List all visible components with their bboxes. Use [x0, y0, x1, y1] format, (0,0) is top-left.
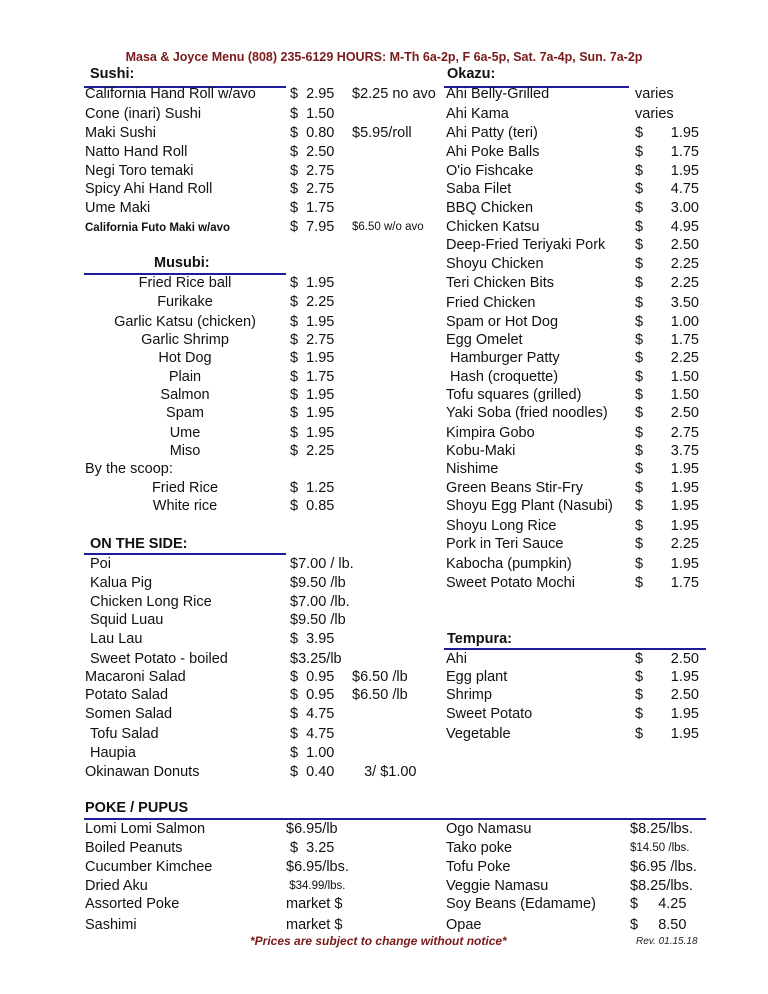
menu-item-price: 2.75 — [670, 425, 699, 441]
menu-item-currency: $ — [635, 314, 644, 330]
menu-item-name: Okinawan Donuts — [85, 764, 200, 780]
menu-item-price: 2.50 — [670, 651, 699, 667]
menu-item-name: Natto Hand Roll — [85, 144, 188, 160]
menu-item-price: $ 1.25 — [290, 480, 335, 496]
menu-item-name: Ahi Poke Balls — [446, 144, 540, 160]
menu-item-name: Fried Rice — [151, 480, 219, 496]
menu-item-price: 4.95 — [670, 219, 699, 235]
menu-item-currency: $ — [635, 480, 644, 496]
poke-item-name: Opae — [446, 917, 482, 933]
menu-item-currency: $ — [635, 237, 644, 253]
menu-item-price: $9.50 /lb — [290, 612, 346, 628]
menu-item-currency: $ — [635, 669, 644, 685]
menu-item-currency: $ — [635, 687, 644, 703]
menu-item-name: Poi — [90, 556, 111, 572]
poke-item-price: $14.50 /lbs. — [630, 842, 690, 854]
menu-item-price: 2.50 — [670, 687, 699, 703]
menu-item-name: Green Beans Stir-Fry — [446, 480, 583, 496]
menu-item-name: Kabocha (pumpkin) — [446, 556, 572, 572]
menu-item-name: Negi Toro temaki — [85, 163, 194, 179]
menu-item-currency: $ — [635, 200, 644, 216]
menu-item-name: Deep-Fried Teriyaki Pork — [446, 237, 606, 253]
menu-item-currency: $ — [635, 651, 644, 667]
menu-item-name: Spicy Ahi Hand Roll — [85, 181, 213, 197]
menu-item-name: Yaki Soba (fried noodles) — [446, 405, 608, 421]
menu-item-price: $ 0.95 — [290, 669, 335, 685]
menu-item-name: Kobu-Maki — [446, 443, 516, 459]
menu-item-price: 2.25 — [670, 536, 699, 552]
menu-item-price: $ 2.75 — [290, 332, 335, 348]
menu-item-currency: $ — [635, 332, 644, 348]
poke-item-price: $6.95 /lbs. — [630, 859, 697, 875]
menu-item-name: Potato Salad — [85, 687, 169, 703]
poke-item-name: Sashimi — [85, 917, 137, 933]
menu-item-name: Spam or Hot Dog — [446, 314, 559, 330]
menu-item-name: Sweet Potato - boiled — [90, 651, 228, 667]
menu-item-price: $ 1.95 — [290, 387, 335, 403]
okazu-heading: Okazu: — [447, 66, 496, 82]
menu-item-name: Hash (croquette) — [446, 369, 559, 385]
menu-item-name: Ume — [169, 425, 201, 441]
menu-item-price: 1.75 — [670, 144, 699, 160]
menu-item-note: $2.25 no avo — [352, 86, 436, 102]
menu-item-price: 2.50 — [670, 405, 699, 421]
menu-item-name: Ahi — [446, 651, 467, 667]
menu-item-price: $9.50 /lb — [290, 575, 346, 591]
menu-item-price: $ 0.95 — [290, 687, 335, 703]
menu-item-price: $7.00 /lb. — [290, 594, 350, 610]
menu-item-price: 4.75 — [670, 181, 699, 197]
menu-item-name: California Futo Maki w/avo — [85, 222, 231, 234]
poke-item-name: Ogo Namasu — [446, 821, 532, 837]
menu-item-name: Shoyu Chicken — [446, 256, 544, 272]
menu-item-name: Sweet Potato Mochi — [446, 575, 575, 591]
poke-item-name: Dried Aku — [85, 878, 148, 894]
menu-item-name: O'io Fishcake — [446, 163, 534, 179]
menu-item-price: 3.00 — [670, 200, 699, 216]
menu-item-currency: varies — [635, 86, 674, 102]
menu-item-price: 1.50 — [670, 387, 699, 403]
menu-item-name: Saba Filet — [446, 181, 512, 197]
menu-item-price: $ 2.25 — [290, 294, 335, 310]
menu-item-name: Salmon — [160, 387, 210, 403]
poke-item-name: Cucumber Kimchee — [85, 859, 213, 875]
menu-item-note: $5.95/roll — [352, 125, 412, 141]
menu-item-name: Shoyu Long Rice — [446, 518, 557, 534]
menu-item-price: $ 1.95 — [290, 275, 335, 291]
tempura-rule — [444, 648, 706, 650]
menu-item-price: 1.00 — [670, 314, 699, 330]
side-rule — [84, 553, 286, 555]
menu-item-currency: $ — [635, 575, 644, 591]
menu-item-price: 1.95 — [670, 556, 699, 572]
menu-item-name: Macaroni Salad — [85, 669, 186, 685]
menu-item-name: Tofu squares (grilled) — [446, 387, 582, 403]
menu-item-currency: $ — [635, 556, 644, 572]
poke-item-name: Assorted Poke — [85, 896, 180, 912]
menu-item-name: Maki Sushi — [85, 125, 156, 141]
menu-item-name: California Hand Roll w/avo — [85, 86, 256, 102]
menu-item-price: $ 2.95 — [290, 86, 335, 102]
poke-item-price: market $ — [286, 896, 343, 912]
menu-item-name: Cone (inari) Sushi — [85, 106, 202, 122]
menu-item-price: 3.50 — [670, 295, 699, 311]
menu-item-currency: $ — [635, 405, 644, 421]
menu-item-currency: $ — [635, 369, 644, 385]
menu-item-currency: $ — [635, 295, 644, 311]
menu-item-price: $ 1.95 — [290, 314, 335, 330]
menu-item-name: Vegetable — [446, 726, 511, 742]
menu-item-price: $ 0.85 — [290, 498, 335, 514]
menu-item-name: Egg plant — [446, 669, 508, 685]
menu-item-currency: $ — [635, 536, 644, 552]
poke-item-price: $ 4.25 — [630, 896, 687, 912]
poke-item-name: Tako poke — [446, 840, 513, 856]
menu-item-currency: varies — [635, 106, 674, 122]
poke-item-name: Veggie Namasu — [446, 878, 549, 894]
poke-item-price: $ 3.25 — [286, 840, 335, 856]
menu-item-note: $6.50 /lb — [352, 669, 408, 685]
menu-item-name: Squid Luau — [90, 612, 164, 628]
menu-item-name: Shrimp — [446, 687, 492, 703]
menu-item-price: $ 0.40 — [290, 764, 335, 780]
menu-item-name: Furikake — [157, 294, 213, 310]
menu-item-currency: $ — [635, 387, 644, 403]
menu-item-name: Plain — [168, 369, 202, 385]
poke-item-price: $8.25/lbs. — [630, 878, 693, 894]
revision-date: Rev. 01.15.18 — [636, 936, 698, 947]
poke-item-price: market $ — [286, 917, 343, 933]
menu-item-name: BBQ Chicken — [446, 200, 534, 216]
menu-item-currency: $ — [635, 461, 644, 477]
menu-item-price: $7.00 / lb. — [290, 556, 354, 572]
menu-item-price: 1.95 — [670, 480, 699, 496]
menu-item-price: $ 1.75 — [290, 369, 335, 385]
menu-item-name: Egg Omelet — [446, 332, 523, 348]
poke-item-price: $6.95/lb — [286, 821, 338, 837]
menu-item-name: Kalua Pig — [90, 575, 153, 591]
menu-item-currency: $ — [635, 706, 644, 722]
menu-item-name: Fried Rice ball — [138, 275, 232, 291]
menu-item-currency: $ — [635, 498, 644, 514]
menu-item-price: $ 1.50 — [290, 106, 335, 122]
menu-item-price: $ 1.75 — [290, 200, 335, 216]
menu-item-price: 2.25 — [670, 350, 699, 366]
poke-item-name: Lomi Lomi Salmon — [85, 821, 206, 837]
price-disclaimer: *Prices are subject to change without notice* — [250, 934, 507, 948]
menu-item-name: Ahi Patty (teri) — [446, 125, 538, 141]
menu-item-currency: $ — [635, 163, 644, 179]
poke-item-price: $ 8.50 — [630, 917, 687, 933]
menu-item-name: Somen Salad — [85, 706, 173, 722]
menu-item-name: Spam — [166, 405, 204, 421]
menu-item-name: Garlic Shrimp — [141, 332, 229, 348]
menu-item-name: Ahi Kama — [446, 106, 509, 122]
menu-item-name: Ume Maki — [85, 200, 151, 216]
menu-item-price: $ 2.75 — [290, 163, 335, 179]
menu-item-price: 1.95 — [670, 461, 699, 477]
menu-item-price: 2.25 — [670, 256, 699, 272]
menu-item-price: $ 7.95 — [290, 219, 335, 235]
menu-item-note: $6.50 w/o avo — [352, 221, 424, 233]
menu-item-name: Hot Dog — [158, 350, 212, 366]
menu-item-price: 1.95 — [670, 726, 699, 742]
menu-item-currency: $ — [635, 443, 644, 459]
menu-item-currency: $ — [635, 144, 644, 160]
menu-item-price: $3.25/lb — [290, 651, 342, 667]
menu-item-name: Nishime — [446, 461, 499, 477]
menu-item-name: Hamburger Patty — [446, 350, 560, 366]
menu-item-price: $ 4.75 — [290, 726, 335, 742]
menu-item-price: 1.75 — [670, 575, 699, 591]
menu-item-name: White rice — [152, 498, 218, 514]
menu-item-currency: $ — [635, 256, 644, 272]
menu-item-note: 3/ $1.00 — [352, 764, 417, 780]
menu-item-currency: $ — [635, 125, 644, 141]
menu-item-price: 1.95 — [670, 163, 699, 179]
menu-title: Masa & Joyce Menu (808) 235-6129 HOURS: M-Th 6a-2p, F 6a-5p, Sat. 7a-4p, Sun. 7a-2p — [125, 50, 643, 64]
menu-item-name: Sweet Potato — [446, 706, 533, 722]
menu-item-price: $ 1.95 — [290, 350, 335, 366]
menu-item-currency: $ — [635, 275, 644, 291]
menu-item-currency: $ — [635, 219, 644, 235]
menu-item-name: Chicken Long Rice — [90, 594, 212, 610]
menu-item-name: Tofu Salad — [90, 726, 159, 742]
menu-item-price: $ 1.00 — [290, 745, 335, 761]
menu-item-name: Chicken Katsu — [446, 219, 540, 235]
poke-item-name: Tofu Poke — [446, 859, 511, 875]
poke-rule — [84, 818, 706, 820]
menu-item-price: $ 1.95 — [290, 425, 335, 441]
menu-item-price: $ 0.80 — [290, 125, 335, 141]
menu-item-price: $ 2.50 — [290, 144, 335, 160]
menu-item-name: Lau Lau — [90, 631, 143, 647]
side-heading: ON THE SIDE: — [90, 536, 188, 552]
poke-item-price: $8.25/lbs. — [630, 821, 693, 837]
menu-item-name: Pork in Teri Sauce — [446, 536, 564, 552]
menu-item-currency: $ — [635, 518, 644, 534]
menu-item-price: 3.75 — [670, 443, 699, 459]
menu-item-name: Shoyu Egg Plant (Nasubi) — [446, 498, 613, 514]
menu-item-price: 1.95 — [670, 669, 699, 685]
menu-item-currency: $ — [635, 181, 644, 197]
menu-item-name: Miso — [169, 443, 201, 459]
poke-item-name: Boiled Peanuts — [85, 840, 183, 856]
poke-item-price: $6.95/lbs. — [286, 859, 349, 875]
menu-item-price: 1.95 — [670, 518, 699, 534]
menu-item-name: Teri Chicken Bits — [446, 275, 554, 291]
sushi-heading: Sushi: — [90, 66, 135, 82]
menu-item-price: $ 2.25 — [290, 443, 335, 459]
menu-item-currency: $ — [635, 425, 644, 441]
musubi-heading: Musubi: — [154, 255, 210, 271]
menu-item-price: $ 4.75 — [290, 706, 335, 722]
menu-item-name: Fried Chicken — [446, 295, 536, 311]
menu-item-name: Haupia — [90, 745, 136, 761]
menu-item-name: Garlic Katsu (chicken) — [114, 314, 256, 330]
menu-item-price: $ 2.75 — [290, 181, 335, 197]
poke-heading: POKE / PUPUS — [85, 800, 189, 816]
menu-item-price: 1.95 — [670, 498, 699, 514]
menu-item-price: 1.50 — [670, 369, 699, 385]
poke-item-name: Soy Beans (Edamame) — [446, 896, 596, 912]
menu-item-price: 1.95 — [670, 706, 699, 722]
menu-item-currency: $ — [635, 350, 644, 366]
menu-item-price: 1.95 — [670, 125, 699, 141]
menu-item-currency: $ — [635, 726, 644, 742]
menu-item-price: 2.50 — [670, 237, 699, 253]
menu-item-price: $ 3.95 — [290, 631, 335, 647]
menu-item-note: $6.50 /lb — [352, 687, 408, 703]
menu-item-price: 1.75 — [670, 332, 699, 348]
menu-item-name: By the scoop: — [85, 461, 173, 477]
menu-item-price: 2.25 — [670, 275, 699, 291]
menu-item-name: Ahi Belly-Grilled — [446, 86, 550, 102]
menu-item-name: Kimpira Gobo — [446, 425, 535, 441]
menu-item-price: $ 1.95 — [290, 405, 335, 421]
tempura-heading: Tempura: — [447, 631, 512, 647]
poke-item-price: $34.99/lbs. — [286, 880, 346, 892]
